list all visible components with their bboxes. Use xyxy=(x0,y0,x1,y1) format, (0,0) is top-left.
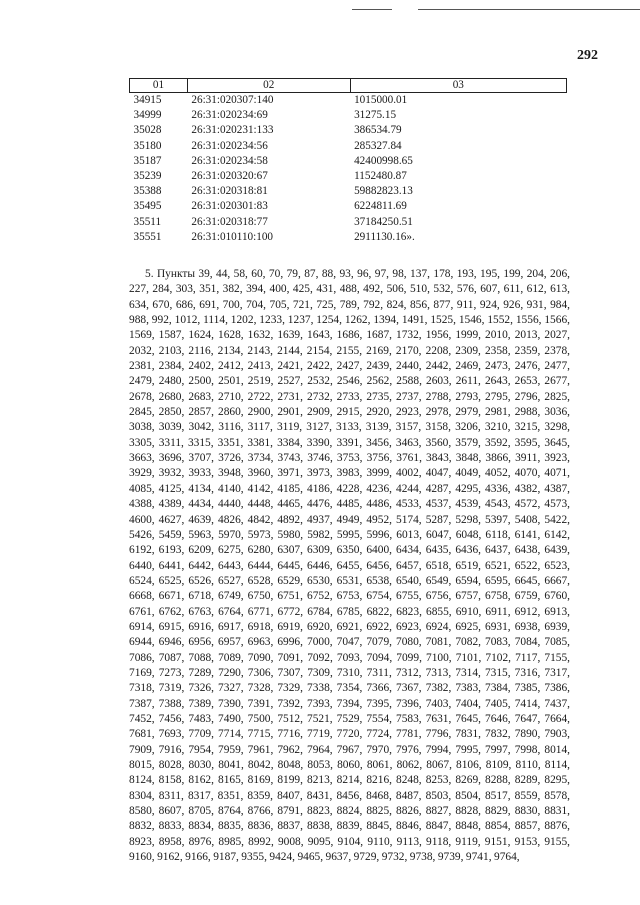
table-cell-cadastral: 26:31:020320:67 xyxy=(191,170,268,183)
table-row xyxy=(130,169,567,184)
table-header-cell: 03 xyxy=(350,79,566,93)
table-row xyxy=(130,230,567,245)
header-rule-right xyxy=(418,9,640,10)
table-cell-number: 35388 xyxy=(133,185,162,198)
table-row xyxy=(130,184,567,199)
table-cell-cadastral: 26:31:020318:81 xyxy=(191,185,268,198)
table-cell-value: 1015000.01 xyxy=(354,94,408,106)
table-row xyxy=(130,108,567,123)
table-row xyxy=(130,123,567,138)
table-row xyxy=(130,154,567,169)
amendment-paragraph: 5. Пункты 39, 44, 58, 60, 70, 79, 87, 88, 93, 96, 97, 98, 137, 178, 193, 195, 199, 204, 206, 227, 284, 303, 351, 382, 394, 400, 425, 431, 488, 492, 506, 510, 532, 576, 607, 611, 612, 613, 634, 670, 686, 691, 700, 704, 705, 721, 725, 789, 792, 824, 856, 877, 911, 924, 926, 931, 984, 988, 992, 1012, 1114, 1202, 1233, 1237, 1254, 1262, 1394, 1491, 1525, 1546, 1552, 1556, 1566, 1569, 1587, 1624, 1628, 1632, 1639, 1643, 1686, 1687, 1732, 1956, 1999, 2010, 2013, 2027, 2032, 2103, 2116, 2134, 2143, 2144, 2154, 2155, 2169, 2170, 2208, 2309, 2358, 2359, 2378, 2381, 2384, 2402, 2412, 2413, 2421, 2422, 2427, 2439, 2440, 2442, 2469, 2473, 2476, 2477, 2479, 2480, 2500, 2501, 2519, 2527, 2532, 2546, 2562, 2588, 2603, 2611, 2643, 2653, 2677, 2678, 2680, 2683, 2710, 2722, 2731, 2732, 2733, 2735, 2737, 2788, 2793, 2795, 2796, 2825, 2845, 2850, 2857, 2860, 2900, 2901, 2909, 2915, 2920, 2923, 2978, 2979, 2981, 2988, 3036, 3038, 3039, 3042, 3116, 3117, 3119, 3127, 3133, 3139, 3157, 3158, 3206, 3210, 3215, 3298, 3305, 3311, 3315, 3351, 3381, 3384, 3390, 3391, 3456, 3463, 3560, 3579, 3592, 3595, 3645, 3663, 3696, 3707, 3726, 3734, 3743, 3746, 3753, 3756, 3761, 3843, 3848, 3866, 3911, 3923, 3929, 3932, 3933, 3948, 3960, 3971, 3973, 3983, 3999, 4002, 4047, 4049, 4052, 4070, 4071, 4085, 4125, 4134, 4140, 4142, 4185, 4186, 4228, 4236, 4244, 4287, 4295, 4336, 4382, 4387, 4388, 4389, 4434, 4440, 4448, 4465, 4476, 4485, 4486, 4533, 4537, 4539, 4543, 4572, 4573, 4600, 4627, 4639, 4826, 4842, 4892, 4937, 4949, 4952, 5174, 5287, 5298, 5397, 5408, 5422, 5426, 5459, 5963, 5970, 5973, 5980, 5982, 5995, 5996, 6013, 6047, 6048, 6118, 6141, 6142, 6192, 6193, 6209, 6275, 6280, 6307, 6309, 6350, 6400, 6434, 6435, 6436, 6437, 6438, 6439, 6440, 6441, 6442, 6443, 6444, 6445, 6446, 6455, 6456, 6457, 6518, 6519, 6521, 6522, 6523, 6524, 6525, 6526, 6527, 6528, 6529, 6530, 6531, 6538, 6540, 6549, 6594, 6595, 6645, 6667, 6668, 6671, 6718, 6749, 6750, 6751, 6752, 6753, 6754, 6755, 6756, 6757, 6758, 6759, 6760, 6761, 6762, 6763, 6764, 6771, 6772, 6784, 6785, 6822, 6823, 6855, 6910, 6911, 6912, 6913, 6914, 6915, 6916, 6917, 6918, 6919, 6920, 6921, 6922, 6923, 6924, 6925, 6931, 6938, 6939, 6944, 6946, 6956, 6957, 6963, 6996, 7000, 7047, 7079, 7080, 7081, 7082, 7083, 7084, 7085, 7086, 7087, 7088, 7089, 7090, 7091, 7092, 7093, 7094, 7099, 7100, 7101, 7102, 7117, 7155, 7169, 7273, 7289, 7290, 7306, 7307, 7309, 7310, 7311, 7312, 7313, 7314, 7315, 7316, 7317, 7318, 7319, 7326, 7327, 7328, 7329, 7338, 7354, 7366, 7367, 7382, 7383, 7384, 7385, 7386, 7387, 7388, 7389, 7390, 7391, 7392, 7393, 7394, 7395, 7396, 7403, 7404, 7405, 7414, 7437, 7452, 7456, 7483, 7490, 7500, 7512, 7521, 7529, 7554, 7583, 7631, 7645, 7646, 7647, 7664, 7681, 7693, 7709, 7714, 7715, 7716, 7719, 7720, 7724, 7781, 7796, 7831, 7832, 7890, 7903, 7909, 7916, 7954, 7959, 7961, 7962, 7964, 7967, 7970, 7976, 7994, 7995, 7997, 7998, 8014, 8015, 8028, 8030, 8041, 8042, 8048, 8053, 8060, 8061, 8062, 8067, 8106, 8109, 8110, 8114, 8124, 8158, 8162, 8165, 8169, 8199, 8213, 8214, 8216, 8248, 8253, 8269, 8288, 8289, 8295, 8304, 8311, 8317, 8351, 8359, 8407, 8431, 8456, 8468, 8487, 8503, 8504, 8517, 8559, 8578, 8580, 8607, 8705, 8764, 8766, 8791, 8823, 8824, 8825, 8826, 8827, 8828, 8829, 8830, 8831, 8832, 8833, 8834, 8835, 8836, 8837, 8838, 8839, 8845, 8846, 8847, 8848, 8854, 8857, 8876, 8923, 8958, 8976, 8985, 8992, 9008, 9095, 9104, 9110, 9113, 9118, 9119, 9151, 9153, 9155, 9160, 9162, 9166, 9187, 9355, 9424, 9465, 9637, 9729, 9732, 9738, 9739, 9741, 9764, xyxy=(129,268,570,864)
table-cell-cadastral: 26:31:020234:56 xyxy=(191,139,268,152)
table-row xyxy=(130,215,567,230)
table-row xyxy=(130,139,567,154)
table-cell-number: 35495 xyxy=(133,200,162,213)
table-cell-value: 386534.79 xyxy=(354,124,402,137)
table-header-cell: 01 xyxy=(130,79,188,93)
table-cell-value: 42400998.65 xyxy=(354,154,413,167)
table-cell-cadastral: 26:31:020307:140 xyxy=(191,94,274,106)
table-cell-value: 31275.15 xyxy=(354,109,397,122)
table-cell-value: 6224811.69 xyxy=(354,200,407,213)
table-cell-cadastral: 26:31:020234:69 xyxy=(191,109,268,122)
table-cell-value: 37184250.51 xyxy=(354,215,413,228)
table-cell-cadastral: 26:31:020318:77 xyxy=(191,215,268,228)
table-cell-value: 2911130.16». xyxy=(354,230,415,243)
table-cell-number: 35028 xyxy=(133,124,162,137)
table-cell-cadastral: 26:31:020234:58 xyxy=(191,154,268,167)
table-cell-number: 34915 xyxy=(133,94,162,106)
table-cell-number: 35511 xyxy=(133,215,162,228)
page-number: 292 xyxy=(577,48,598,63)
table-header-row xyxy=(130,79,567,93)
table-cell-cadastral: 26:31:020231:133 xyxy=(191,124,274,137)
table-cell-value: 285327.84 xyxy=(354,139,402,152)
table-header-cell: 02 xyxy=(187,79,350,93)
table-cell-value: 1152480.87 xyxy=(354,170,407,183)
table-cell-number: 35180 xyxy=(133,139,162,152)
parcel-table xyxy=(129,78,567,245)
table-cell-number: 35551 xyxy=(133,230,162,243)
table-cell-value: 59882823.13 xyxy=(354,185,413,198)
table-cell-cadastral: 26:31:010110:100 xyxy=(191,230,274,243)
header-rule-left xyxy=(352,9,392,10)
table-cell-cadastral: 26:31:020301:83 xyxy=(191,200,268,213)
table-row xyxy=(130,199,567,214)
table-cell-number: 34999 xyxy=(133,109,162,122)
table-row xyxy=(130,93,567,109)
table-cell-number: 35239 xyxy=(133,170,162,183)
table-cell-number: 35187 xyxy=(133,154,162,167)
